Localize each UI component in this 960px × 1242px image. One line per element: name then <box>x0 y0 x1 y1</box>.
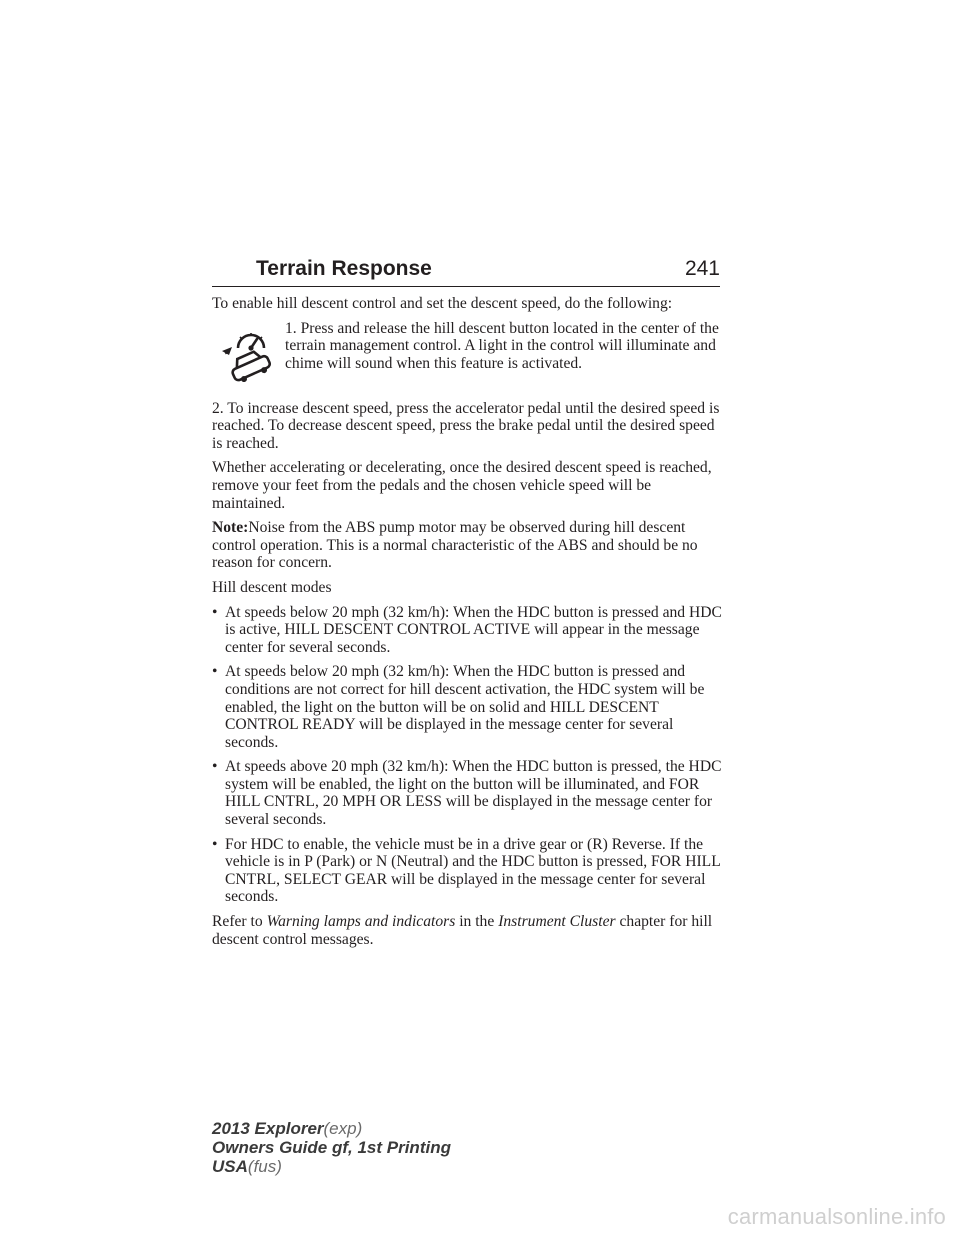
note-label: Note: <box>212 519 249 537</box>
note-paragraph <box>212 519 722 572</box>
list-item <box>212 604 722 657</box>
list-item <box>212 836 722 906</box>
list-item-text: At speeds above 20 mph (32 km/h): When the HDC button is pressed, the HDC system will be enabled, the light on the button will be illuminated, and FOR HILL CNTRL, 20 MPH OR LESS will be displayed in the message center for several seconds. <box>225 758 722 829</box>
instrument-cluster-reference: Instrument Cluster <box>498 913 616 931</box>
step-1 <box>212 320 722 390</box>
note-text: Noise from the ABS pump motor may be observed during hill descent control operation. This is a normal characteristic of the ABS and should be no reason for concern. <box>212 519 698 572</box>
modes-list <box>212 604 722 907</box>
footer-model: 2013 Explorer <box>212 1119 324 1138</box>
refer-prefix: Refer to <box>212 913 267 931</box>
refer-paragraph <box>212 913 722 948</box>
intro-paragraph: To enable hill descent control and set the descent speed, do the following: <box>212 295 673 312</box>
bullet-icon: • <box>212 663 218 681</box>
footer-line-2: Owners Guide gf, 1st Printing <box>212 1138 451 1157</box>
page-number: 241 <box>684 257 720 280</box>
footer-market-code: (fus) <box>247 1157 282 1176</box>
bullet-icon: • <box>212 835 218 853</box>
step-1-text: 1. Press and release the hill descent button located in the center of the terrain management control. A light in the control will illuminate and chime will sound when this feature is activated. <box>285 319 719 372</box>
list-item <box>212 758 722 828</box>
footer-model-code: (exp) <box>323 1119 363 1138</box>
modes-heading: Hill descent modes <box>212 578 332 596</box>
list-item-text: At speeds below 20 mph (32 km/h): When the HDC button is pressed and conditions are not correct for hill descent activation, the HDC system will be enabled, the light on the button will be on solid and HILL DESCENT CONTROL READY will be displayed in the message center for several seconds. <box>225 663 705 751</box>
page-header <box>212 256 720 287</box>
refer-middle: in the <box>455 913 499 931</box>
warning-lamps-reference: Warning lamps and indicators <box>266 913 456 931</box>
page-body <box>212 295 722 955</box>
list-item-text: At speeds below 20 mph (32 km/h): When the HDC button is pressed and HDC is active, HILL DESCENT CONTROL ACTIVE will appear in the message center for several seconds. <box>225 603 722 656</box>
maintain-paragraph: Whether accelerating or decelerating, once the desired descent speed is reached, remove your feet from the pedals and the chosen vehicle speed will be maintained. <box>212 459 712 512</box>
footer-market: USA <box>212 1157 248 1176</box>
hill-descent-icon <box>220 326 282 386</box>
footer-line-1 <box>212 1119 451 1138</box>
section-title: Terrain Response <box>256 257 432 280</box>
refer-suffix: chapter for hill descent control messages. <box>212 913 713 948</box>
site-watermark: carmanualsonline.info <box>727 1204 946 1229</box>
bullet-icon: • <box>212 603 218 621</box>
bullet-icon: • <box>212 758 218 776</box>
step-2-paragraph: 2. To increase descent speed, press the accelerator pedal until the desired speed is reached. To decrease descent speed, press the brake pedal until the desired speed is reached. <box>212 399 720 452</box>
list-item-text: For HDC to enable, the vehicle must be in a drive gear or (R) Reverse. If the vehicle is in P (Park) or N (Neutral) and the HDC button is pressed, FOR HILL CNTRL, SELECT GEAR will be displayed in the message center for several seconds. <box>225 835 721 906</box>
list-item <box>212 663 722 751</box>
footer-line-3 <box>212 1157 451 1176</box>
print-footer <box>212 1119 451 1176</box>
